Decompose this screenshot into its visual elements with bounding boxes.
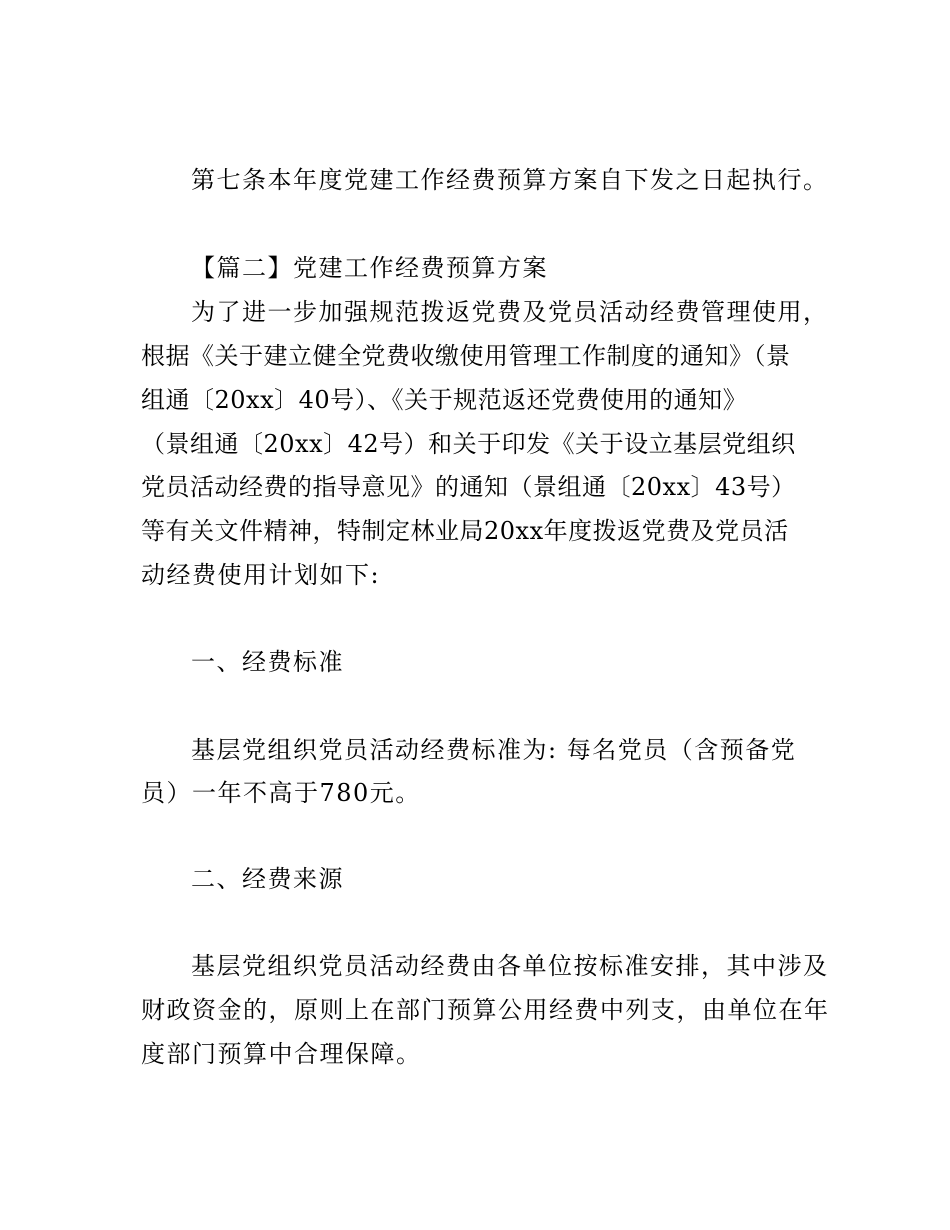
section-title: 【篇二】党建工作经费预算方案 bbox=[191, 254, 548, 282]
heading-fee-source: 二、经费来源 bbox=[191, 865, 344, 893]
paragraph-line: 为了进一步加强规范拨返党费及党员活动经费管理使用， bbox=[191, 298, 829, 326]
paragraph-line: 动经费使用计划如下: bbox=[141, 561, 381, 589]
paragraph-line: 组通〔20xx〕40号）、《关于规范返还党费使用的通知》 bbox=[141, 386, 748, 414]
paragraph-line: 度部门预算中合理保障。 bbox=[141, 1040, 422, 1068]
paragraph-line: 基层党组织党员活动经费标准为: 每名党员（含预备党 bbox=[191, 736, 797, 764]
paragraph-line: 党员活动经费的指导意见》的通知（景组通〔20xx〕43号） bbox=[141, 473, 796, 501]
paragraph-line: 等有关文件精神，特制定林业局20xx年度拨返党费及党员活 bbox=[141, 517, 789, 545]
paragraph-line: 根据《关于建立健全党费收缴使用管理工作制度的通知》（景 bbox=[141, 342, 791, 370]
paragraph-line: 基层党组织党员活动经费由各单位按标准安排，其中涉及 bbox=[191, 952, 829, 980]
paragraph-line: 员）一年不高于780元。 bbox=[141, 779, 421, 807]
paragraph-line: 财政资金的，原则上在部门预算公用经费中列支，由单位在年 bbox=[141, 996, 830, 1024]
article-7-text: 第七条本年度党建工作经费预算方案自下发之日起执行。 bbox=[191, 166, 829, 194]
heading-fee-standard: 一、经费标准 bbox=[191, 648, 344, 676]
paragraph-line: （景组通〔20xx〕42号）和关于印发《关于设立基层党组织 bbox=[141, 430, 796, 458]
